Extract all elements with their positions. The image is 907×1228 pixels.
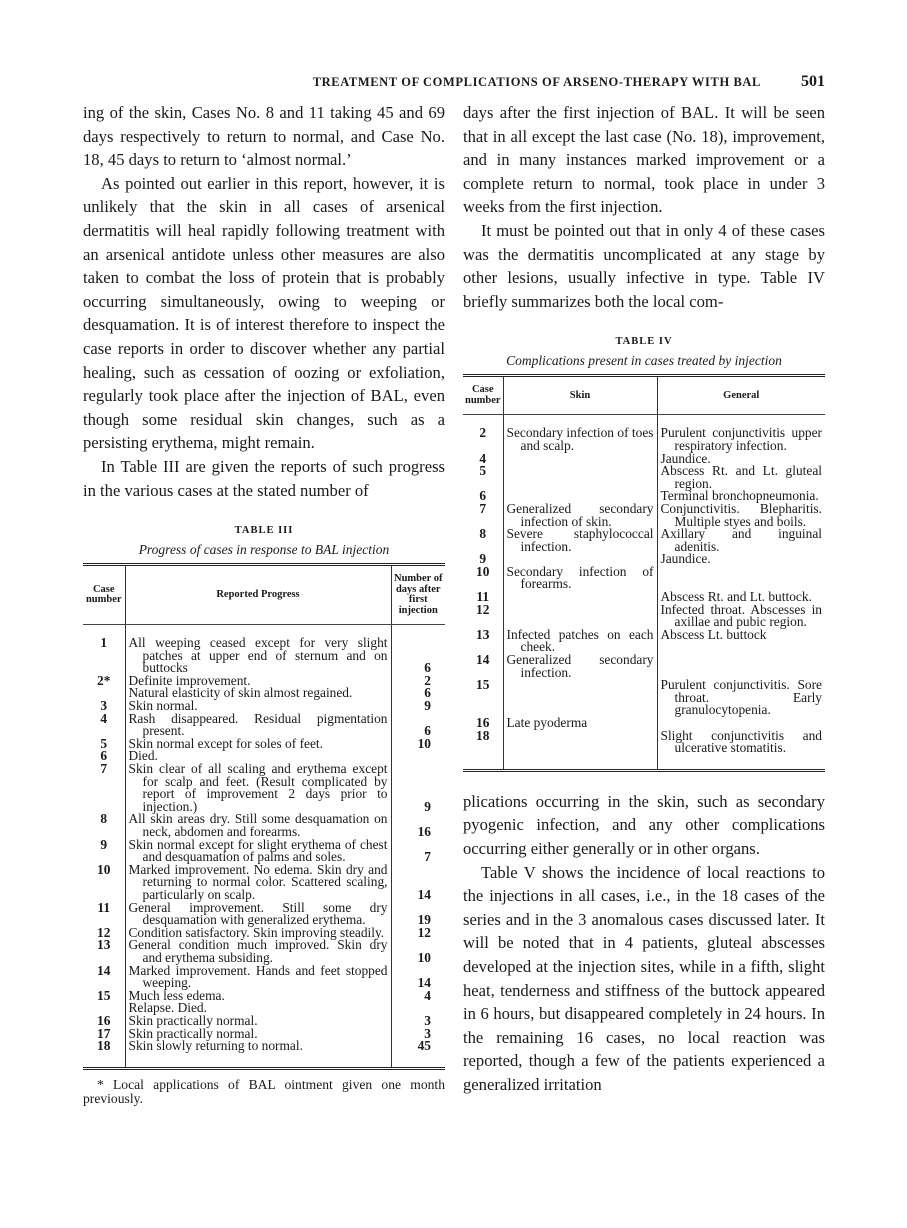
days-cell (391, 864, 445, 902)
skin-cell (503, 500, 657, 529)
days-cell-text: 10 (417, 949, 431, 965)
progress-cell (125, 861, 391, 902)
case-number-cell-text: 1 (100, 635, 108, 651)
case-number-cell (463, 465, 503, 490)
table-row (83, 864, 445, 902)
table-row (83, 1040, 445, 1068)
case-number-cell (463, 654, 503, 679)
case-number-cell (83, 836, 125, 864)
progress-cell-text: Skin slowly returning to normal. (128, 1038, 303, 1054)
progress-cell-text: Died. (128, 748, 158, 764)
skin-cell-text: Severe staphylococcal infection. (506, 526, 654, 554)
table-row (463, 528, 825, 553)
case-number-cell-text: 13 (476, 626, 490, 642)
general-cell-text: Purulent conjunctivitis upper respiratory infection. (660, 425, 822, 453)
case-number-cell-text: 12 (97, 924, 111, 940)
days-cell (391, 750, 445, 763)
days-cell-text: 14 (417, 975, 431, 991)
table-row (463, 566, 825, 591)
progress-cell-text: Skin clear of all scaling and erythema except for scalp and feet. (Result complicated by report of improvement 2 days prior to injection.) (128, 761, 388, 814)
table-row (83, 625, 445, 675)
case-number-cell-text: 7 (479, 500, 487, 516)
right-column (463, 101, 825, 1097)
case-number-cell-text: 8 (100, 811, 108, 827)
days-cell (391, 1002, 445, 1015)
case-number-cell-text: 8 (479, 526, 487, 542)
days-cell-text: 3 (424, 1025, 431, 1041)
table-row (83, 713, 445, 738)
paragraph: ing of the skin, Cases No. 8 and 11 taking 45 and 69 days respectively to return to normal, and Case No. 18, 45 days to return to ‘almost normal.’ (83, 103, 445, 170)
general-cell (657, 528, 825, 553)
general-cell-text: Abscess Rt. and Lt. buttock. (660, 589, 812, 605)
days-cell (391, 687, 445, 700)
case-number-cell (83, 962, 125, 990)
general-cell (657, 500, 825, 529)
page-number: 501 (801, 73, 825, 90)
progress-cell (125, 899, 391, 928)
table3 (83, 563, 445, 1070)
case-number-cell (83, 861, 125, 902)
days-cell (391, 625, 445, 675)
progress-cell-text: Rash disappeared. Residual pigmentation present. (128, 710, 388, 739)
table4 (463, 374, 825, 771)
progress-cell-text: Relapse. Died. (128, 1000, 207, 1016)
general-cell-text: Axillary and inguinal adenitis. (660, 526, 822, 554)
table-row (83, 763, 445, 813)
case-number-cell (83, 625, 125, 675)
general-cell (657, 679, 825, 717)
progress-cell-text: Skin normal except for slight erythema of chest and desquamation of palms and soles. (128, 836, 388, 865)
table-row (463, 503, 825, 528)
general-cell-text: Abscess Lt. buttock (660, 626, 767, 642)
general-cell (657, 566, 825, 591)
header-progress: Reported Progress (125, 565, 391, 625)
paragraph: plications occurring in the skin, such as secondary pyogenic infection, and any other complications occurring either generally or in other organs. (463, 791, 825, 858)
table3-footnote: * Local applications of BAL ointment given one month previously. (83, 1076, 445, 1106)
skin-cell (503, 654, 657, 679)
right-column-top-text (463, 101, 825, 313)
progress-cell-text: Condition satisfactory. Skin improving steadily. (128, 924, 385, 940)
progress-cell (125, 939, 391, 964)
header-case: Case number (463, 376, 503, 415)
case-number-cell (83, 987, 125, 1003)
case-number-cell (463, 727, 503, 771)
skin-cell (503, 717, 657, 730)
case-number-cell-text: 5 (100, 735, 108, 751)
table-row (83, 813, 445, 838)
case-number-cell (463, 415, 503, 453)
header-days: Number of days after first injection (391, 565, 445, 625)
progress-cell (125, 813, 391, 838)
skin-cell (503, 563, 657, 592)
progress-cell-text: Marked improvement. Hands and feet stopped weeping. (128, 962, 388, 991)
general-cell (657, 415, 825, 453)
paragraph: days after the first injection of BAL. It will be seen that in all except the last case (No. 18), improvement, and in many instances marked improvement or a complete return to normal, took place in under 3 weeks from the first injection. (463, 103, 825, 217)
skin-cell (503, 730, 657, 771)
table-row (463, 730, 825, 771)
table-row (83, 939, 445, 964)
case-number-cell (83, 672, 125, 688)
progress-cell-text: Much less edema. (128, 987, 225, 1003)
general-cell-text: Jaundice. (660, 551, 711, 567)
skin-cell (503, 604, 657, 629)
case-number-cell (83, 813, 125, 838)
case-number-cell-text: 6 (100, 748, 108, 764)
days-cell (391, 839, 445, 864)
case-number-cell (463, 601, 503, 629)
days-cell-text: 6 (424, 685, 431, 701)
general-cell (657, 654, 825, 679)
days-cell (391, 924, 445, 940)
days-cell (391, 813, 445, 838)
progress-cell-text: Skin normal except for soles of feet. (128, 735, 323, 751)
progress-cell-text: Definite improvement. (128, 672, 251, 688)
skin-cell (503, 528, 657, 553)
case-number-cell-text: 15 (476, 677, 490, 693)
skin-cell-text: Infected patches on each cheek. (506, 626, 654, 655)
progress-cell-text: General improvement. Still some dry desquamation with generalized erythema. (128, 899, 388, 928)
days-cell-text: 10 (417, 735, 431, 751)
case-number-cell-text: 4 (479, 450, 487, 466)
progress-cell-text: All weeping ceased except for very slight patches at upper end of sternum and on buttocks (128, 635, 388, 676)
case-number-cell-text: 3 (100, 698, 108, 714)
case-number-cell-text: 2 (479, 425, 487, 441)
skin-cell (503, 591, 657, 604)
case-number-cell-text: 7 (100, 761, 108, 777)
days-cell-text: 9 (424, 798, 431, 814)
days-cell (391, 987, 445, 1003)
header-skin: Skin (503, 376, 657, 415)
skin-cell (503, 415, 657, 453)
days-cell-text: 14 (417, 886, 431, 902)
table-row (83, 902, 445, 927)
skin-cell-text: Secondary infection of forearms. (506, 563, 654, 592)
table3-caption: Progress of cases in response to BAL injection (138, 542, 390, 558)
table-row (463, 654, 825, 679)
case-number-cell-text: 9 (100, 836, 108, 852)
progress-cell-text: Natural elasticity of skin almost regained. (128, 685, 353, 701)
general-cell (657, 601, 825, 630)
right-column-bottom-text (463, 790, 825, 1097)
case-number-cell-text: 17 (97, 1025, 111, 1041)
case-number-cell-text: 15 (97, 987, 111, 1003)
case-number-cell (83, 710, 125, 738)
header-case: Case number (83, 565, 125, 625)
table-row (463, 465, 825, 490)
days-cell (391, 735, 445, 751)
case-number-cell-text: 10 (97, 861, 111, 877)
paragraph: In Table III are given the reports of such progress in the various cases at the stated number of (83, 456, 445, 500)
case-number-cell-text: 11 (97, 899, 111, 915)
case-number-cell (463, 679, 503, 717)
days-cell-text: 6 (424, 660, 431, 676)
days-cell-text: 12 (417, 924, 431, 940)
progress-cell-text: General condition much improved. Skin dry and erythema subsiding. (128, 937, 388, 965)
general-cell-text: Jaundice. (660, 450, 711, 466)
days-cell (391, 1012, 445, 1028)
table4-caption: Complications present in cases treated by injection (506, 353, 782, 369)
case-number-cell-text: 11 (476, 589, 490, 605)
general-cell-text: Conjunctivitis. Blepharitis. Multiple styes and boils. (660, 500, 822, 529)
case-number-cell-text: 12 (476, 601, 490, 617)
case-number-cell (463, 528, 503, 553)
paragraph: As pointed out earlier in this report, however, it is unlikely that the skin in all cases of arsenical dermatitis will heal rapidly following treatment with an arsenical antidote unless other measures are also taken to combat the loss of protein that is probably occurring simultaneously, owing to weeping or desquamation. It is of interest therefore to inspect the case reports in order to discover whether any partial healing, such as cessation of oozing or exfoliation, regularly took place after the injection of BAL, even though some residual skin changes, such as a persisting erythema, might remain. (83, 173, 445, 453)
case-number-cell-text: 16 (97, 1012, 111, 1028)
days-cell (391, 902, 445, 927)
skin-cell (503, 465, 657, 490)
skin-cell (503, 626, 657, 655)
general-cell-text: Terminal bronchopneumonia. (660, 488, 819, 504)
case-number-cell (463, 500, 503, 528)
progress-cell-text: Skin normal. (128, 698, 198, 714)
case-number-cell-text: 9 (479, 551, 487, 567)
progress-cell (125, 735, 391, 751)
case-number-cell-text: 18 (97, 1038, 111, 1054)
progress-cell-text: All skin areas dry. Still some desquamation on neck, abdomen and forearms. (128, 811, 388, 839)
case-number-cell (83, 1040, 125, 1068)
days-cell (391, 965, 445, 990)
progress-cell-text: Marked improvement. No edema. Skin dry and returning to normal color. Scattered scaling, particularly on scalp. (128, 861, 388, 902)
general-cell (657, 553, 825, 566)
general-cell (657, 626, 825, 654)
table-row (463, 415, 825, 453)
left-column-text (83, 101, 445, 502)
case-number-cell-text: 13 (97, 937, 111, 953)
table-row (83, 965, 445, 990)
left-column (83, 101, 445, 1106)
progress-cell (125, 1040, 391, 1068)
days-cell-text: 4 (424, 987, 431, 1003)
general-cell-text: Infected throat. Abscesses in axillae and pubic region. (660, 601, 822, 630)
case-number-cell-text: 18 (476, 727, 490, 743)
case-number-cell (463, 626, 503, 654)
general-cell (657, 727, 825, 771)
general-cell-text: Purulent conjunctivitis. Sore throat. Early granulocytopenia. (660, 677, 822, 718)
header-general: General (657, 376, 825, 415)
general-cell-text: Slight conjunctivitis and ulcerative stomatitis. (660, 727, 822, 756)
days-cell-text: 16 (417, 824, 431, 839)
case-number-cell-text: 16 (476, 715, 490, 730)
days-cell-text: 19 (417, 912, 431, 928)
paragraph: It must be pointed out that in only 4 of these cases was the dermatitis uncomplicated at any stage by other lesions, usually infective in type. Table IV briefly summarizes both the local com- (463, 220, 825, 311)
skin-cell-text: Generalized secondary infection. (506, 652, 654, 680)
skin-cell-text: Generalized secondary infection of skin. (506, 500, 654, 529)
days-cell-text: 45 (417, 1038, 431, 1054)
days-cell (391, 713, 445, 738)
skin-cell-text: Late pyoderma (506, 715, 588, 730)
running-head: TREATMENT OF COMPLICATIONS OF ARSENO-THERAPY WITH BAL (312, 75, 761, 89)
progress-cell-text: Skin practically normal. (128, 1025, 258, 1041)
case-number-cell-text: 10 (476, 563, 490, 579)
progress-cell (125, 710, 391, 739)
progress-cell (125, 625, 391, 675)
case-number-cell-text: 6 (479, 488, 487, 504)
general-cell (657, 465, 825, 490)
skin-cell-text: Secondary infection of toes and scalp. (506, 425, 654, 453)
table4-label: TABLE IV (615, 336, 673, 348)
days-cell-text: 7 (424, 849, 431, 865)
progress-cell-text: Skin practically normal. (128, 1012, 258, 1028)
case-number-cell (83, 939, 125, 964)
table-row (463, 679, 825, 717)
case-number-cell-text: 4 (100, 710, 108, 726)
page-header (83, 73, 825, 91)
days-cell-text: 2 (424, 672, 431, 688)
paragraph: Table V shows the incidence of local reactions to the injections in all cases, i.e., in the 18 cases of the series and in the 3 anomalous cases discussed later. It will be noted that in 4 patients, gluteal abscesses developed at the injection sites, while in a fifth, slight heat, tenderness and stiffness of the buttock appeared in 6 hours, but disappeared completely in 24 hours. In the remaining 16 cases, no local reaction was reported, though a few of the patients experienced a generalized irritation (463, 862, 825, 1094)
skin-cell (503, 679, 657, 717)
days-cell (391, 763, 445, 813)
days-cell (391, 672, 445, 688)
days-cell (391, 700, 445, 713)
days-cell-text: 6 (424, 723, 431, 739)
days-cell (391, 939, 445, 964)
case-number-cell (83, 899, 125, 927)
case-number-cell (463, 563, 503, 591)
case-number-cell-text: 2* (97, 672, 111, 688)
table-row (463, 629, 825, 654)
days-cell-text: 3 (424, 1012, 431, 1028)
progress-cell (125, 962, 391, 991)
case-number-cell-text: 14 (476, 652, 490, 668)
table-row (83, 839, 445, 864)
table3-label: TABLE III (234, 525, 294, 537)
skin-cell (503, 453, 657, 466)
progress-cell (125, 836, 391, 865)
case-number-cell-text: 5 (479, 463, 487, 479)
days-cell-text: 9 (424, 698, 431, 714)
progress-cell (125, 763, 391, 813)
case-number-cell-text: 14 (97, 962, 111, 978)
table-row (463, 604, 825, 629)
general-cell-text: Abscess Rt. and Lt. gluteal region. (660, 463, 822, 491)
days-cell (391, 1040, 445, 1068)
case-number-cell (83, 763, 125, 813)
